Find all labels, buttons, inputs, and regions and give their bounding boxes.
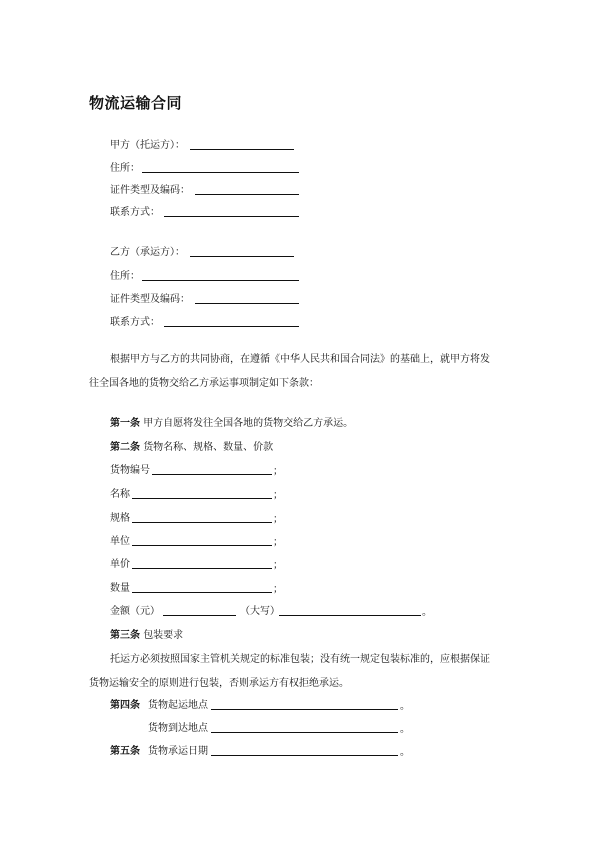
field-quantity-colon: ；	[273, 584, 283, 595]
preamble-line-1: 根据甲方与乙方的共同协商，在遵循《中华人民共和国合同法》的基础上，就甲方将发	[110, 354, 490, 365]
field-item-no-colon: ；	[273, 466, 283, 477]
field-label-unit: 单位	[110, 536, 130, 547]
party-b-address-label: 住所：	[110, 271, 140, 282]
article-2-text: 货物名称、规格、数量、价款	[143, 442, 274, 453]
field-unit-colon: ；	[273, 537, 283, 548]
party-a-id-label: 证件类型及编码：	[110, 185, 190, 196]
party-b-name-label: 乙方（承运方）：	[110, 247, 185, 258]
origin-period: 。	[400, 701, 410, 712]
field-unit-input[interactable]	[132, 545, 272, 546]
article-3-heading: 第三条	[110, 630, 140, 641]
field-spec-colon: ；	[273, 514, 283, 525]
amount-period: 。	[422, 607, 432, 618]
party-b-address-field[interactable]	[142, 280, 299, 281]
article-3-line-1: 托运方必须按照国家主管机关规定的标准包装；没有统一规定包装标准的，应根据保证	[110, 654, 490, 665]
article-1	[110, 417, 353, 430]
shipping-date-input[interactable]	[211, 755, 398, 756]
field-name-colon: ；	[273, 490, 283, 501]
field-label-item-no: 货物编号	[110, 465, 150, 476]
party-b-id-label: 证件类型及编码：	[110, 294, 190, 305]
field-item-no-input[interactable]	[152, 474, 272, 475]
field-spec-input[interactable]	[132, 522, 272, 523]
article-2-heading: 第二条	[110, 442, 140, 453]
origin-input[interactable]	[211, 709, 398, 710]
shipping-date-period: 。	[400, 747, 410, 758]
party-b-name-field[interactable]	[190, 256, 294, 257]
amount-input[interactable]	[163, 615, 236, 616]
destination-input[interactable]	[211, 732, 398, 733]
party-a-contact-field[interactable]	[164, 216, 299, 217]
amount-upper-input[interactable]	[279, 615, 421, 616]
party-a-id-field[interactable]	[195, 194, 299, 195]
field-label-quantity: 数量	[110, 583, 130, 594]
field-label-unit-price: 单价	[110, 559, 130, 570]
shipping-date-label: 货物承运日期	[148, 746, 208, 757]
field-label-spec: 规格	[110, 513, 130, 524]
preamble-line-2: 往全国各地的货物交给乙方承运事项制定如下条款：	[89, 378, 319, 389]
party-a-address-field[interactable]	[142, 172, 299, 173]
party-a-contact-label: 联系方式：	[110, 207, 160, 218]
article-2	[110, 441, 273, 454]
field-unit-price-colon: ；	[273, 560, 283, 571]
field-unit-price-input[interactable]	[132, 568, 272, 569]
article-3-text: 包装要求	[143, 630, 184, 641]
article-1-heading: 第一条	[110, 418, 140, 429]
field-name-input[interactable]	[132, 498, 272, 499]
field-label-name: 名称	[110, 489, 130, 500]
field-quantity-input[interactable]	[132, 592, 272, 593]
document-title: 物流运输合同	[89, 94, 183, 112]
party-a-address-label: 住所：	[110, 163, 140, 174]
article-4-heading: 第四条	[110, 700, 140, 711]
party-a-name-field[interactable]	[190, 149, 294, 150]
party-b-contact-label: 联系方式：	[110, 317, 160, 328]
party-b-id-field[interactable]	[195, 303, 299, 304]
origin-label: 货物起运地点	[148, 700, 208, 711]
destination-period: 。	[400, 724, 410, 735]
article-3	[110, 629, 183, 642]
amount-label: 金额（元）	[110, 606, 160, 617]
party-b-contact-field[interactable]	[164, 326, 299, 327]
party-a-name-label: 甲方（托运方）：	[110, 140, 185, 151]
article-5-heading: 第五条	[110, 746, 140, 757]
article-1-text: 甲方自愿将发往全国各地的货物交给乙方承运。	[143, 418, 354, 429]
article-3-line-2: 货物运输安全的原则进行包装，否则承运方有权拒绝承运。	[89, 678, 349, 689]
amount-upper-label: （大写）	[240, 606, 280, 617]
destination-label: 货物到达地点	[148, 723, 208, 734]
